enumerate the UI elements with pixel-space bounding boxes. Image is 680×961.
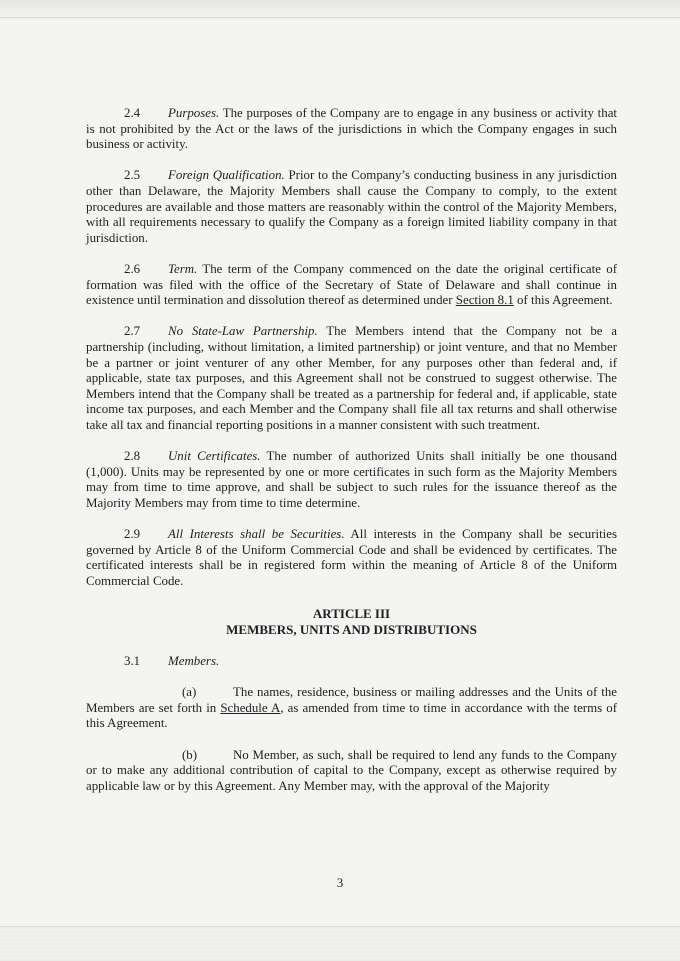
subsection-text: No Member, as such, shall be required to lend any funds to the Company or to make any additional contribution of capital to the Company, except as otherwise required by applicable law or by this Agreement. Any Member may, with the approval of the Majority: [86, 747, 617, 793]
section-number: 2.8: [124, 449, 141, 464]
section-number: 2.7: [124, 324, 141, 339]
section-number: 2.5: [124, 168, 141, 183]
section-heading: Unit Certificates.: [168, 449, 261, 464]
section-2-5: [86, 168, 617, 246]
section-heading: All Interests shall be Securities.: [168, 527, 345, 542]
section-2-9: [86, 527, 617, 589]
section-text-end: of this Agreement.: [513, 293, 613, 308]
section-text: Prior to the Company’s conducting business in any jurisdiction other than Delaware, the Majority Members shall cause the Company to comply, to the extent procedures are available and those matters are reasonably within the control of the Majority Members, with all requirements necessary to qualify the Company as a foreign limited liability company in that jurisdiction.: [86, 168, 618, 245]
section-text: The purposes of the Company are to engage in any business or activity that is not prohibited by the Act or the laws of the jurisdictions in which the Company engages in such business or activity.: [86, 106, 617, 152]
subsection-label: (a): [182, 685, 197, 700]
article-number: ARTICLE III: [312, 606, 391, 622]
page-number: 3: [336, 875, 344, 890]
section-2-4: [86, 106, 617, 153]
section-text: The term of the Company commenced on the date the original certificate of formation was filed with the office of the Secretary of State of Delaware and shall continue in existence until termination and dissolution thereof as determined under: [86, 261, 617, 308]
section-text: The number of authorized Units shall initially be one thousand (1,000). Units may be represented by one or more certificates in such form as the Majority Members may from time to time approve, and shall be subject to such rules for the issuance thereof as the Majority Members may from time to time determine.: [86, 449, 617, 510]
schedule-reference: Schedule A: [220, 700, 281, 715]
section-3-1: [86, 654, 617, 670]
subsection-b: [86, 748, 617, 795]
section-text: The Members intend that the Company not be a partnership (including, without limitation, a limited partnership) or joint venture, and that no Member be a partner or joint venturer of any other Member, for any purposes other than federal and, if applicable, state tax purposes, and this Agreement shall not be construed to suggest otherwise. The Members intend that the Company shall be treated as a partnership for federal and, if applicable, state income tax purposes, and each Member and the Company shall file all tax returns and shall otherwise take all tax and financial reporting positions in a manner consistent with such treatment.: [86, 324, 617, 432]
section-2-8: [86, 449, 617, 511]
section-number: 2.6: [124, 261, 141, 276]
section-text: All interests in the Company shall be securities governed by Article 8 of the Uniform Commercial Code and shall be evidenced by certificates. The certificated interests shall be in registered form within the meaning of Article 8 of the Uniform Commercial Code.: [86, 527, 617, 588]
section-heading: Members.: [168, 654, 220, 668]
scan-bottom-edge: [0, 926, 680, 961]
section-reference: Section 8.1: [455, 293, 514, 308]
section-heading: Term.: [168, 261, 198, 276]
scan-top-edge: [0, 0, 680, 22]
subsection-label: (b): [182, 747, 198, 762]
article-title: MEMBERS, UNITS AND DISTRIBUTIONS: [226, 622, 477, 638]
document-body: [86, 106, 617, 794]
section-number: 2.4: [124, 106, 141, 120]
section-number: 3.1: [124, 654, 141, 668]
subsection-a: [86, 685, 617, 732]
section-heading: Foreign Qualification.: [168, 168, 285, 183]
article-heading: [86, 606, 617, 638]
subsection-text: The names, residence, business or mailing addresses and the Units of the Members are set forth in: [86, 685, 617, 715]
section-heading: No State-Law Partnership.: [168, 324, 318, 339]
section-number: 2.9: [124, 527, 141, 542]
section-2-6: [86, 262, 617, 309]
section-2-7: [86, 324, 617, 433]
subsection-text-end: , as amended from time to time in accordance with the terms of this Agreement.: [86, 700, 617, 731]
section-heading: Purposes.: [168, 106, 220, 120]
